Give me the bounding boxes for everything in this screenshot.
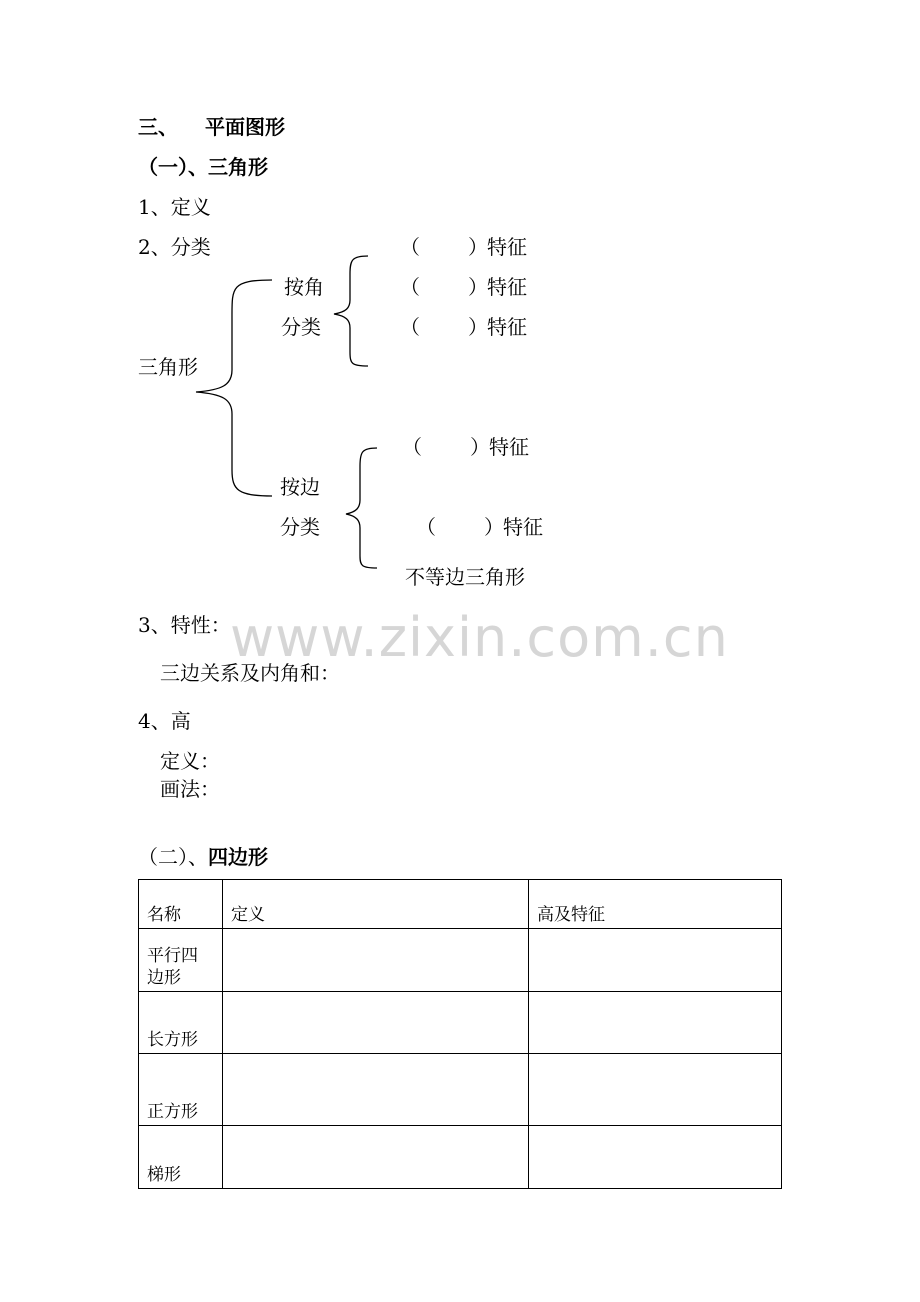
row-features-cell[interactable] [529,1054,782,1126]
side-feature-1: 特征 [489,435,529,459]
side-paren-open-2: （ [416,515,436,539]
header-definition: 定义 [223,880,529,929]
row-features-cell[interactable] [529,992,782,1054]
triangle-heading: （一）、三角形 [138,155,268,179]
angle-brace [334,256,368,366]
watermark: www.zixin.com.cn [230,606,729,669]
angle-feature-2: 特征 [487,275,527,299]
main-brace [196,280,272,496]
angle-paren-open-2: （ [400,275,420,299]
item-height-drawing: 画法： [160,777,220,801]
by-side-label-2: 分类 [280,515,320,539]
quadrilateral-heading-main: 四边形 [208,845,268,869]
row-definition-cell[interactable] [223,1126,529,1189]
header-name: 名称 [139,880,223,929]
angle-paren-close-3: ） [468,315,488,339]
by-side-label-1: 按边 [280,475,320,499]
section-title: 平面图形 [205,115,285,139]
side-feature-2: 特征 [503,515,543,539]
row-name-trapezoid: 梯形 [139,1126,223,1189]
quadrilateral-table [138,879,782,1189]
row-name-square: 正方形 [139,1054,223,1126]
row-definition-cell[interactable] [223,1054,529,1126]
side-paren-close-2: ） [484,515,504,539]
row-features-cell[interactable] [529,1126,782,1189]
quadrilateral-heading [138,845,268,869]
table-row [139,992,782,1054]
item-property-sub: 三边关系及内角和： [160,661,340,685]
header-height-features: 高及特征 [529,880,782,929]
item-definition: 1、定义 [138,195,211,219]
angle-paren-open-3: （ [400,315,420,339]
by-angle-label-1: 按角 [284,275,324,299]
row-features-cell[interactable] [529,929,782,992]
item-height: 4、高 [138,709,191,733]
row-name-parallelogram [139,929,223,992]
angle-paren-open-1: （ [400,235,420,259]
tree-root: 三角形 [138,355,198,379]
row-definition-cell[interactable] [223,929,529,992]
quadrilateral-heading-prefix: （二）、 [138,845,208,869]
angle-feature-1: 特征 [487,235,527,259]
side-brace [346,448,377,568]
row-name-rectangle: 长方形 [139,992,223,1054]
scalene-triangle: 不等边三角形 [405,565,525,589]
angle-paren-close-2: ） [468,275,488,299]
angle-paren-close-1: ） [468,235,488,259]
table-row [139,1126,782,1189]
row-definition-cell[interactable] [223,992,529,1054]
angle-feature-3: 特征 [487,315,527,339]
item-property: 3、特性： [138,613,231,637]
table-row [139,1054,782,1126]
item-height-definition: 定义： [160,749,220,773]
section-number: 三、 [138,115,178,139]
side-paren-close-1: ） [470,435,490,459]
side-paren-open-1: （ [402,435,422,459]
table-header-row [139,880,782,929]
table-row [139,929,782,992]
row-name-line2: 边形 [147,968,181,988]
row-name-line1: 平行四 [147,946,198,966]
by-angle-label-2: 分类 [281,315,321,339]
item-classification: 2、分类 [138,235,211,259]
